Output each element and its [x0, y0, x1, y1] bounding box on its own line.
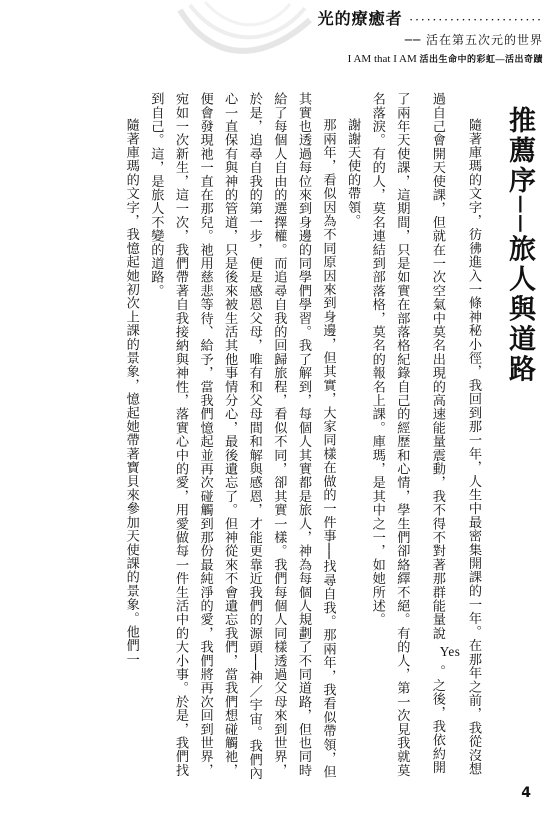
book-title-text: 光的療癒者: [317, 9, 403, 28]
paragraph-1-text: 隨著庫瑪的文字，彷彿進入一條神秘小徑，我回到那一年，人生中最密集開課的一年。在那年之前，我從沒想過自己會開天使課，但就在一次空氣中莫名出現的高速能量震動，我不得不對著那群能量說: [429, 92, 481, 776]
running-header: [318, 8, 543, 67]
series-subtitle: 活出生命中的彩虹—活出奇蹟: [419, 54, 543, 64]
paragraph-2: 謝謝天使的帶領。: [345, 118, 361, 228]
paragraph-1: [364, 92, 485, 782]
article-body: [11, 92, 541, 782]
page-number: 4: [521, 785, 531, 801]
yes-word: Yes: [439, 644, 461, 659]
paragraph-3: 那兩年，看似因為不同原因來到身邊，但其實，大家同樣在做的一件事──找尋自我。那兩年，我看似帶領，但其實也透過每位來到身邊的同學們學習。我了解到，每個人其實都是旅人，神為每個人規劃了不同道路，但也同時給了每個人自由的選擇權。而追尋自我的回歸旅程，看似不同，卻其實一樣。我們每個人同樣透過父母來到世界，於是，追尋自我的第一步，便是感恩父母，唯有和父母間和解與感恩，才能更靠近我們的源頭──神／宇宙。我們內心一直保有與神的管道，只是後來被生活其他事情分心，最後遺忘了。但神從來不會遺忘我們，當我們想碰觸祂，便會發現祂一直在那兒。祂用慈悲等待、給予，當我們憶起並再次碰觸到那份最純淨的愛，我們將再次回到世界，宛如一次新生，這一次，我們帶著自我接納與神性，落實心中的愛，用愛做每一件生活中的大小事。於是，我們找到自己。這，是旅人不變的道路。: [148, 92, 336, 781]
paragraph-1-rest: 。之後，我依約開了兩年天使課，這期間，只是如實在部落格紀錄自己的經歷和心情，學生們卻絡繹不絕。有的人，第一次見我就莫名落淚。有的人，莫名連結到部落格，莫名的報名上課。庫瑪，是其中之一，如她所述。: [369, 92, 445, 777]
paragraph-4: 隨著庫瑪的文字，我憶起她初次上課的景象，憶起她帶著寶貝來參加天使課的景象。他們一: [123, 118, 139, 667]
book-title: [318, 8, 543, 31]
series-main: I AM that I AM: [347, 53, 417, 65]
swirl-watermark: [170, 0, 320, 70]
title-dot-leader: ·······················: [409, 13, 543, 27]
book-subtitle: ── 活在第五次元的世界: [404, 33, 543, 47]
chapter-title: 推薦序──旅人與道路: [504, 106, 535, 385]
series-line: [318, 51, 543, 67]
